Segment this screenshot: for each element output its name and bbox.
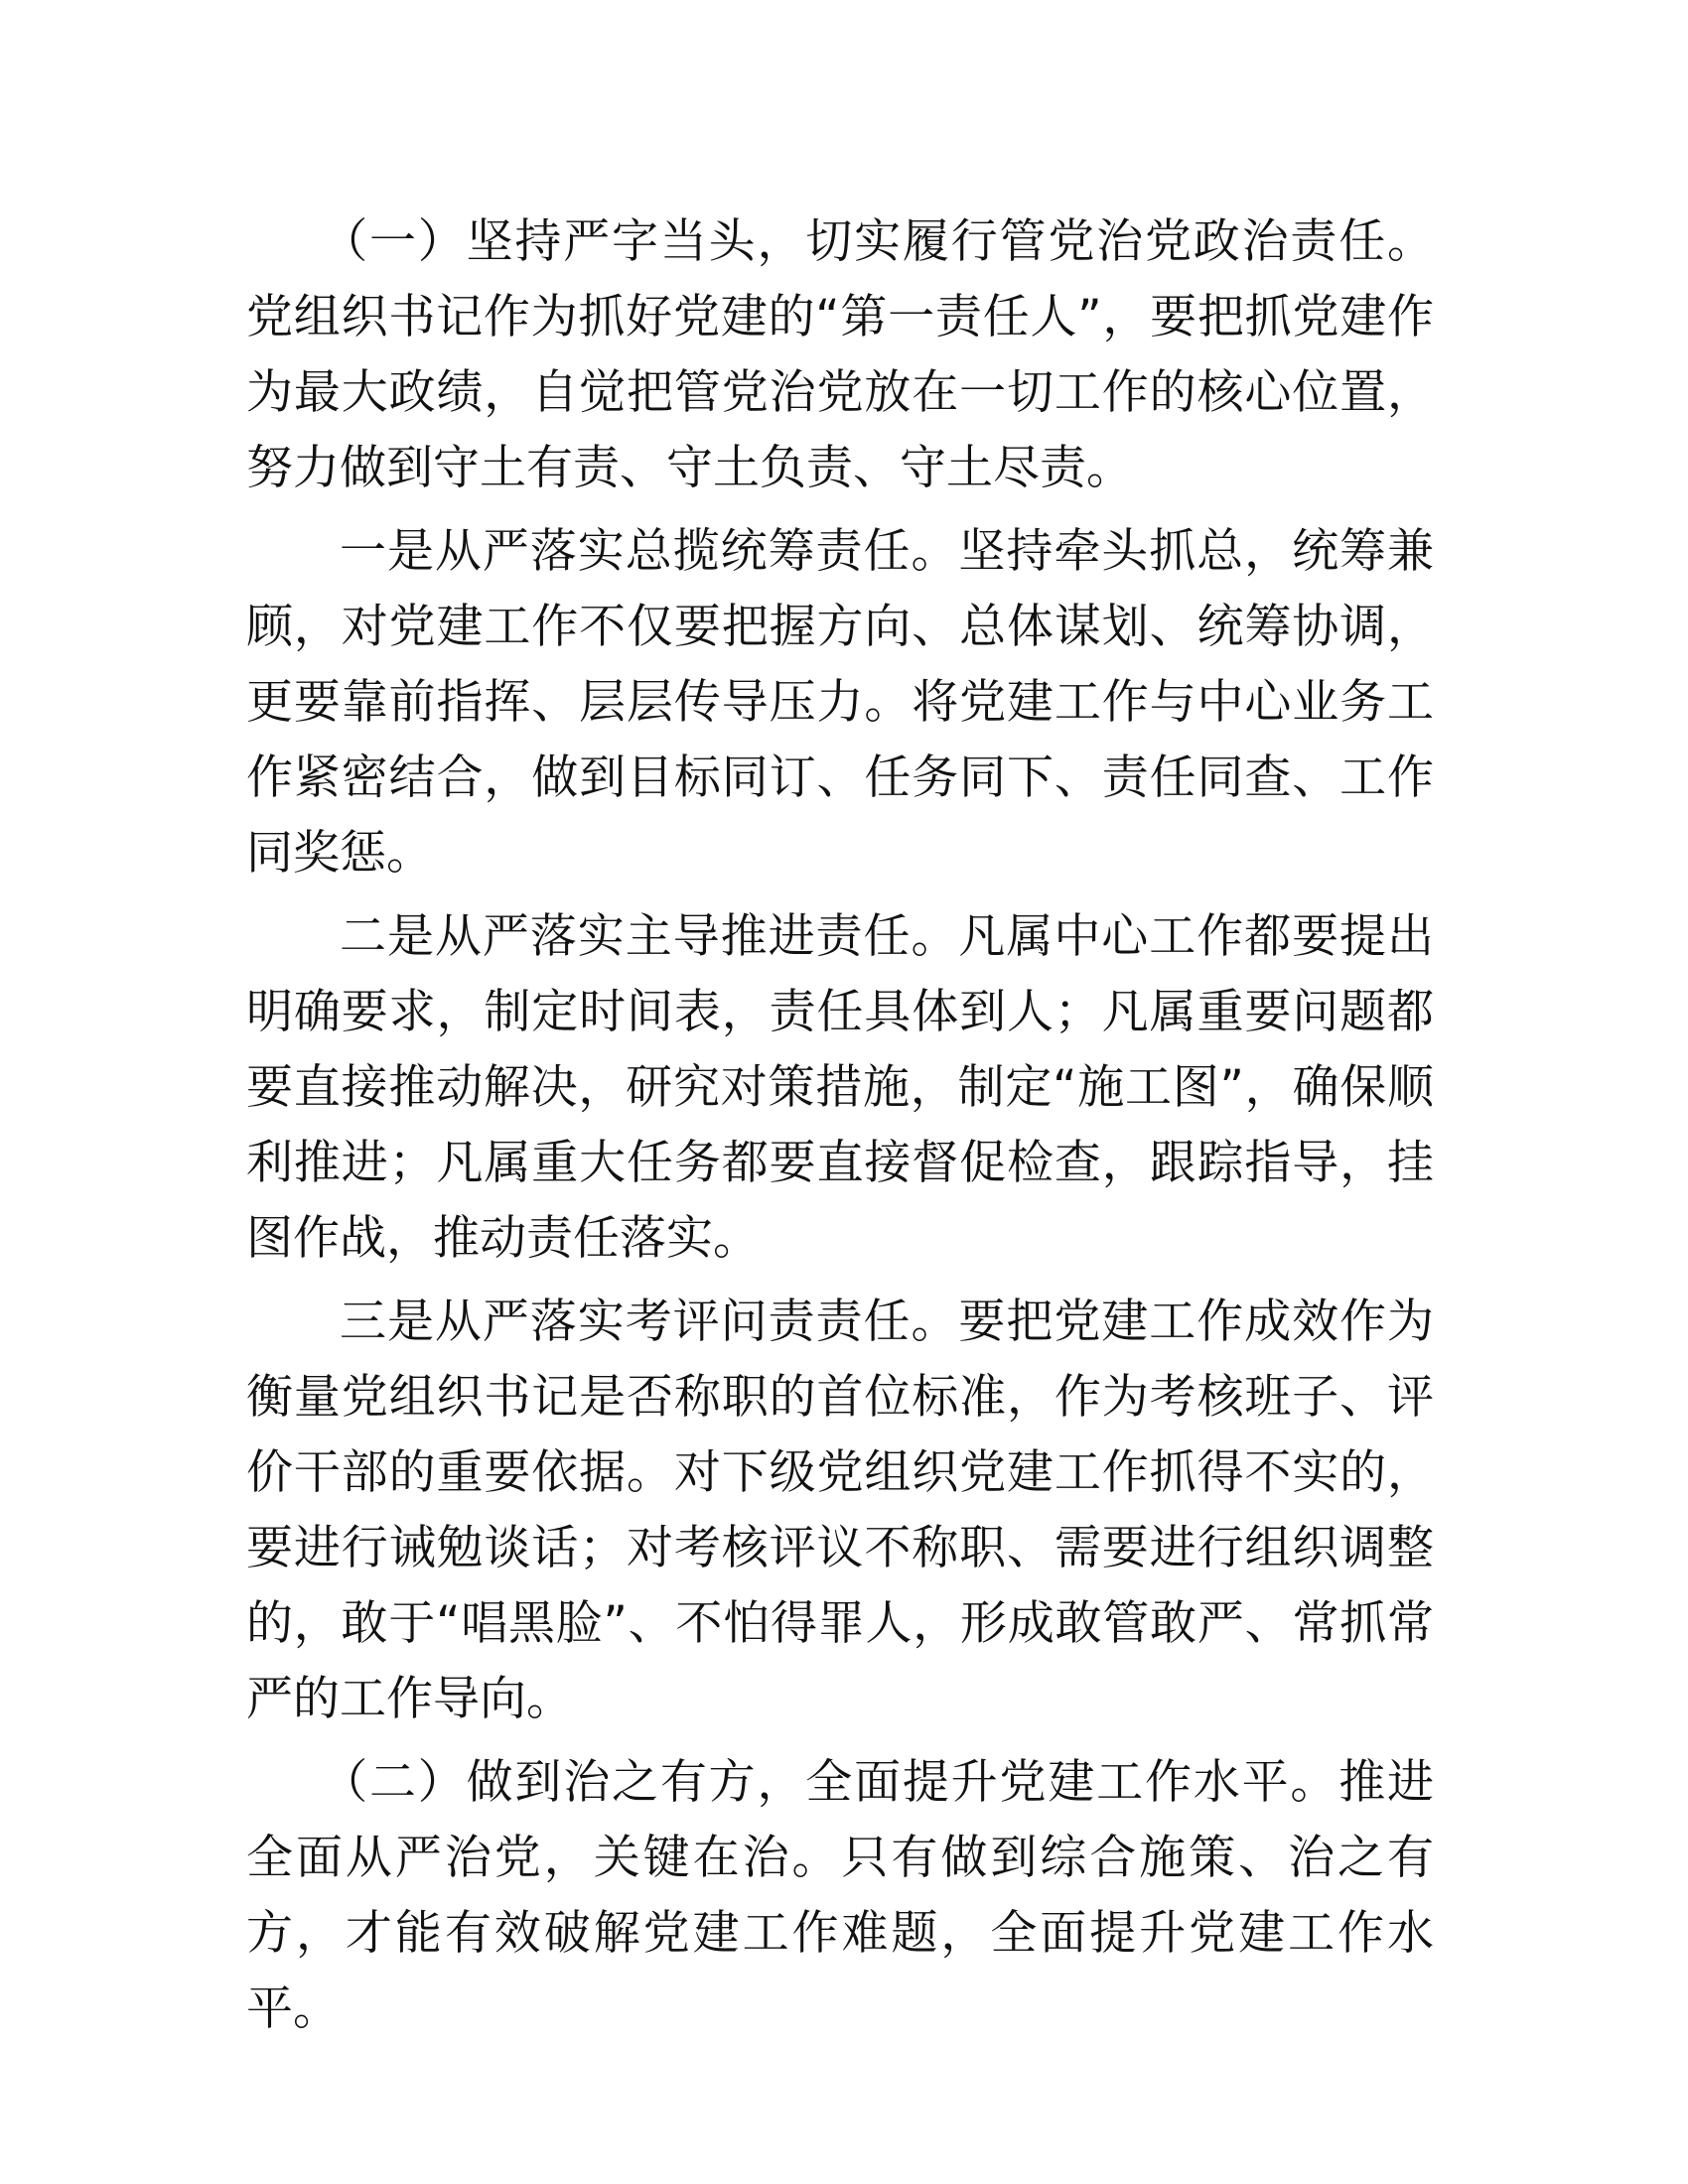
section-heading-paragraph-2: （二）做到治之有方，全面提升党建工作水平。推进全面从严治党，关键在治。只有做到综合施策、治之有方，才能有效破解党建工作难题，全面提升党建工作水平。 xyxy=(246,1755,1434,2036)
body-paragraph-1: 一是从严落实总揽统筹责任。坚持牵头抓总，统筹兼顾，对党建工作不仅要把握方向、总体谋划、统筹协调，更要靠前指挥、层层传导压力。将党建工作与中心业务工作紧密结合，做到目标同订、任务同下、责任同查、工作同奖惩。 xyxy=(246,524,1434,881)
section-heading-paragraph-1: （一）坚持严字当头，切实履行管党治党政治责任。党组织书记作为抓好党建的“第一责任人”，要把抓党建作为最大政绩，自觉把管党治党放在一切工作的核心位置，努力做到守土有责、守土负责、守土尽责。 xyxy=(246,214,1434,495)
body-paragraph-2: 二是从严落实主导推进责任。凡属中心工作都要提出明确要求，制定时间表，责任具体到人；凡属重要问题都要直接推动解决，研究对策措施，制定“施工图”，确保顺利推进；凡属重大任务都要直接督促检查，跟踪指导，挂图作战，推动责任落实。 xyxy=(246,909,1434,1266)
body-paragraph-3: 三是从严落实考评问责责任。要把党建工作成效作为衡量党组织书记是否称职的首位标准，作为考核班子、评价干部的重要依据。对下级党组织党建工作抓得不实的，要进行诫勉谈话；对考核评议不称职、需要进行组织调整的，敢于“唱黑脸”、不怕得罪人，形成敢管敢严、常抓常严的工作导向。 xyxy=(246,1295,1434,1726)
document-body xyxy=(246,205,1434,2055)
